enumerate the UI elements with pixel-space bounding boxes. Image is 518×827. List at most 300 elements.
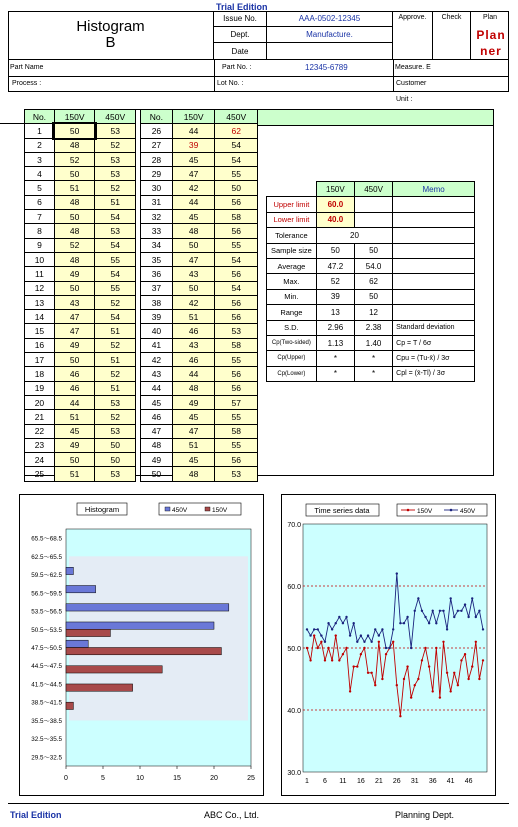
table-row — [141, 453, 258, 467]
x-tick-label: 6 — [323, 778, 327, 785]
table-row — [25, 338, 136, 352]
value-150v-cell[interactable]: 51 — [54, 181, 95, 195]
row-number-cell: 19 — [25, 381, 55, 395]
value-150v-cell[interactable]: 50 — [54, 453, 95, 467]
table-row — [25, 295, 136, 309]
row-number-cell: 33 — [141, 224, 173, 238]
row-number-cell: 40 — [141, 324, 173, 338]
series-point — [392, 641, 394, 643]
legend-marker — [407, 509, 410, 512]
table-row — [25, 424, 136, 438]
dept-value[interactable]: Manufacture. — [267, 27, 393, 43]
stats-row — [267, 243, 475, 258]
value-450v-cell[interactable]: 53 — [95, 152, 136, 166]
series-point — [432, 610, 434, 612]
y-tick-label: 47.5～50.5 — [31, 645, 62, 652]
stats-label: Max. — [267, 274, 317, 289]
value-450v-cell[interactable]: 57 — [215, 395, 258, 409]
stats-label: Upper limit — [267, 197, 317, 212]
series-point — [313, 628, 315, 630]
legend-swatch — [165, 507, 170, 511]
value-450v-cell[interactable]: 50 — [215, 181, 258, 195]
value-150v-cell[interactable]: 51 — [172, 310, 215, 324]
histogram-bar — [66, 604, 229, 611]
series-point — [338, 659, 340, 661]
series-point — [324, 659, 326, 661]
value-150v-cell[interactable]: 50 — [172, 238, 215, 252]
row-number-cell: 50 — [141, 467, 173, 481]
value-450v-cell[interactable]: 55 — [215, 410, 258, 424]
series-point — [421, 659, 423, 661]
value-150v-cell[interactable]: 42 — [172, 295, 215, 309]
value-150v-cell[interactable]: 44 — [172, 195, 215, 209]
y-tick-label: 38.5～41.5 — [31, 699, 62, 707]
y-tick-label: 32.5～35.5 — [31, 736, 62, 744]
x-tick-label: 25 — [247, 775, 255, 782]
stats-label: Lower limit — [267, 212, 317, 227]
stats-label: Cp(Two-sided) — [267, 335, 317, 350]
table-row — [141, 310, 258, 324]
row-number-cell: 34 — [141, 238, 173, 252]
series-point — [349, 690, 351, 692]
value-450v-cell[interactable]: 56 — [215, 267, 258, 281]
series-point — [475, 616, 477, 618]
stats-row — [267, 274, 475, 289]
legend-label: 150V — [212, 507, 228, 514]
series-point — [367, 634, 369, 636]
table-row — [141, 395, 258, 409]
value-150v-cell[interactable]: 39 — [172, 138, 215, 152]
series-point — [432, 690, 434, 692]
value-150v-cell[interactable]: 45 — [172, 210, 215, 224]
series-point — [374, 628, 376, 630]
value-150v-cell[interactable]: 48 — [54, 195, 95, 209]
info-vline-1 — [214, 60, 215, 92]
dept-label: Dept. — [214, 27, 267, 43]
value-450v-cell[interactable]: 56 — [215, 381, 258, 395]
table-row — [141, 281, 258, 295]
x-tick-label: 36 — [428, 778, 437, 785]
value-150v-cell[interactable]: 49 — [54, 267, 95, 281]
x-tick-label: 31 — [410, 778, 419, 785]
series-point — [453, 672, 455, 674]
stats-memo — [393, 228, 475, 243]
stats-value-150v: 60.0 — [316, 197, 354, 212]
value-450v-cell[interactable]: 52 — [95, 181, 136, 195]
value-150v-cell[interactable]: 46 — [172, 324, 215, 338]
col-450v-header-2: 450V — [215, 110, 258, 124]
series-point — [370, 641, 372, 643]
stats-row — [267, 258, 475, 273]
value-150v-cell[interactable]: 49 — [54, 338, 95, 352]
y-tick-label: 44.5～47.5 — [31, 663, 62, 671]
value-450v-cell[interactable]: 53 — [95, 467, 136, 481]
legend-label: 450V — [460, 508, 476, 515]
process-label: Process : — [12, 80, 42, 87]
value-450v-cell[interactable]: 55 — [215, 238, 258, 252]
stats-value-450v: 2.38 — [354, 320, 392, 335]
histogram-bar — [66, 702, 73, 709]
value-450v-cell[interactable]: 56 — [215, 367, 258, 381]
value-150v-cell[interactable]: 45 — [172, 410, 215, 424]
series-point — [335, 634, 337, 636]
row-number-cell: 41 — [141, 338, 173, 352]
value-150v-cell[interactable]: 43 — [172, 338, 215, 352]
stats-value-150v: 20 — [316, 228, 392, 243]
row-number-cell: 44 — [141, 381, 173, 395]
series-point — [352, 622, 354, 624]
stats-value-450v: * — [354, 366, 392, 381]
table-row — [141, 267, 258, 281]
approve-stamp-box — [393, 11, 433, 60]
value-450v-cell[interactable]: 53 — [215, 467, 258, 481]
series-point — [410, 696, 412, 698]
stats-value-150v: * — [316, 351, 354, 366]
series-point — [396, 572, 398, 574]
series-point — [482, 659, 484, 661]
value-150v-cell[interactable]: 51 — [172, 438, 215, 452]
stats-row — [267, 228, 475, 243]
value-150v-cell[interactable]: 42 — [172, 181, 215, 195]
row-number-cell: 20 — [25, 395, 55, 409]
series-point — [464, 603, 466, 605]
histogram-bar — [66, 684, 133, 691]
legend-swatch — [205, 507, 210, 511]
series-point — [460, 610, 462, 612]
footer-rule — [8, 803, 509, 804]
table-row — [141, 210, 258, 224]
value-150v-cell[interactable]: 48 — [172, 381, 215, 395]
value-150v-cell[interactable]: 47 — [172, 424, 215, 438]
value-150v-cell[interactable]: 45 — [172, 152, 215, 166]
row-number-cell: 5 — [25, 181, 55, 195]
footer-dept: Planning Dept. — [395, 810, 455, 820]
value-450v-cell[interactable]: 56 — [215, 195, 258, 209]
x-tick-label: 0 — [64, 775, 68, 782]
x-tick-label: 11 — [339, 778, 347, 785]
series-point — [360, 634, 362, 636]
series-point — [331, 659, 333, 661]
value-450v-cell[interactable]: 50 — [95, 453, 136, 467]
stats-value-450v: 62 — [354, 274, 392, 289]
value-450v-cell[interactable]: 54 — [215, 281, 258, 295]
value-450v-cell[interactable]: 55 — [215, 353, 258, 367]
value-450v-cell[interactable]: 51 — [95, 381, 136, 395]
value-150v-cell[interactable]: 44 — [172, 367, 215, 381]
series-point — [313, 634, 315, 636]
row-number-cell: 11 — [25, 267, 55, 281]
series-point — [439, 610, 441, 612]
y-tick-label: 41.5～44.5 — [31, 681, 62, 689]
series-point — [356, 641, 358, 643]
series-point — [460, 659, 462, 661]
series-point — [309, 659, 311, 661]
series-point — [471, 665, 473, 667]
value-450v-cell[interactable]: 54 — [95, 310, 136, 324]
value-450v-cell[interactable]: 54 — [95, 210, 136, 224]
value-450v-cell[interactable]: 54 — [215, 138, 258, 152]
value-450v-cell[interactable]: 55 — [95, 281, 136, 295]
value-150v-cell[interactable]: 52 — [54, 152, 95, 166]
series-point — [349, 634, 351, 636]
part-no-value[interactable]: 12345-6789 — [305, 63, 348, 72]
stats-col-450v: 450V — [354, 182, 392, 197]
value-450v-cell[interactable]: 50 — [95, 438, 136, 452]
value-450v-cell[interactable]: 52 — [95, 410, 136, 424]
stats-memo — [393, 243, 475, 258]
stats-value-450v: * — [354, 351, 392, 366]
y-tick-label: 35.5～38.5 — [31, 717, 62, 725]
table-row — [141, 152, 258, 166]
stats-memo: Standard deviation — [393, 320, 475, 335]
row-number-cell: 12 — [25, 281, 55, 295]
value-150v-cell[interactable]: 48 — [54, 252, 95, 266]
row-number-cell: 45 — [141, 395, 173, 409]
value-150v-cell[interactable]: 49 — [54, 438, 95, 452]
stats-value-450v: 12 — [354, 305, 392, 320]
row-number-cell: 23 — [25, 438, 55, 452]
value-450v-cell[interactable]: 54 — [95, 267, 136, 281]
stats-row — [267, 197, 475, 212]
value-150v-cell[interactable]: 46 — [54, 367, 95, 381]
series-point — [388, 647, 390, 649]
series-point — [478, 610, 480, 612]
x-tick-label: 16 — [356, 778, 365, 785]
histogram-bar — [66, 648, 221, 655]
value-450v-cell[interactable]: 52 — [95, 138, 136, 152]
row-number-cell: 43 — [141, 367, 173, 381]
histogram-bar — [66, 640, 88, 647]
customer-label: Customer — [396, 80, 427, 87]
trial-edition-bottom: Trial Edition — [10, 810, 62, 820]
stats-value-150v: 50 — [316, 243, 354, 258]
value-150v-cell[interactable]: 44 — [54, 395, 95, 409]
table-row — [25, 252, 136, 266]
stats-value-450v: 50 — [354, 289, 392, 304]
row-number-cell: 32 — [141, 210, 173, 224]
series-point — [439, 696, 441, 698]
row-number-cell: 4 — [25, 167, 55, 181]
series-point — [421, 610, 423, 612]
table-row — [25, 167, 136, 181]
x-tick-label: 10 — [136, 775, 144, 782]
row-number-cell: 39 — [141, 310, 173, 324]
value-150v-cell[interactable]: 47 — [54, 310, 95, 324]
value-150v-cell[interactable]: 43 — [172, 267, 215, 281]
stats-label: Cp(Lower) — [267, 366, 317, 381]
series-point — [399, 715, 401, 717]
value-450v-cell[interactable]: 53 — [95, 224, 136, 238]
table-row — [141, 252, 258, 266]
series-point — [367, 672, 369, 674]
row-number-cell: 13 — [25, 295, 55, 309]
histogram-bar — [66, 586, 96, 593]
value-150v-cell[interactable]: 46 — [54, 381, 95, 395]
stats-row — [267, 212, 475, 227]
stats-col-memo: Memo — [393, 182, 475, 197]
value-450v-cell[interactable]: 51 — [95, 195, 136, 209]
series-point — [342, 622, 344, 624]
series-point — [417, 678, 419, 680]
table-row — [25, 353, 136, 367]
value-450v-cell[interactable]: 52 — [95, 367, 136, 381]
value-150v-cell[interactable]: 50 — [54, 124, 95, 138]
row-number-cell: 8 — [25, 224, 55, 238]
value-450v-cell[interactable]: 56 — [215, 295, 258, 309]
series-point — [306, 647, 308, 649]
value-150v-cell[interactable]: 45 — [172, 453, 215, 467]
table-row — [141, 138, 258, 152]
row-number-cell: 29 — [141, 167, 173, 181]
value-450v-cell[interactable]: 56 — [215, 224, 258, 238]
table-row — [141, 381, 258, 395]
timeseries-title: Time series data — [314, 506, 370, 515]
row-number-cell: 26 — [141, 124, 173, 138]
lot-no-label: Lot No. : — [217, 80, 244, 87]
series-point — [406, 616, 408, 618]
row-number-cell: 6 — [25, 195, 55, 209]
y-tick-label: 70.0 — [287, 522, 301, 529]
row-number-cell: 47 — [141, 424, 173, 438]
table-row — [141, 324, 258, 338]
value-450v-cell[interactable]: 62 — [215, 124, 258, 138]
value-150v-cell[interactable]: 45 — [54, 424, 95, 438]
value-150v-cell[interactable]: 48 — [54, 138, 95, 152]
issue-no-value[interactable]: AAA-0502-12345 — [267, 11, 393, 27]
value-450v-cell[interactable]: 55 — [215, 167, 258, 181]
value-450v-cell[interactable]: 53 — [95, 424, 136, 438]
row-number-cell: 27 — [141, 138, 173, 152]
value-150v-cell[interactable]: 50 — [54, 281, 95, 295]
date-value[interactable] — [267, 43, 393, 60]
series-point — [370, 672, 372, 674]
row-number-cell: 7 — [25, 210, 55, 224]
x-tick-label: 46 — [464, 778, 473, 785]
value-450v-cell[interactable]: 56 — [215, 453, 258, 467]
stats-memo: Cpl = (x̄-Tl) / 3σ — [393, 366, 475, 381]
series-point — [385, 653, 387, 655]
x-tick-label: 15 — [173, 775, 181, 782]
series-point — [374, 684, 376, 686]
value-450v-cell[interactable]: 53 — [95, 124, 136, 138]
value-150v-cell[interactable]: 47 — [54, 324, 95, 338]
stats-value-150v: 47.2 — [316, 258, 354, 273]
stats-table — [266, 181, 475, 382]
stats-memo: Cpu = (Tu-x̄) / 3σ — [393, 351, 475, 366]
value-150v-cell[interactable]: 48 — [172, 467, 215, 481]
table-row — [141, 367, 258, 381]
stats-memo: Cp = T / 6σ — [393, 335, 475, 350]
value-450v-cell[interactable]: 53 — [95, 167, 136, 181]
series-point — [399, 622, 401, 624]
stats-label: Cp(Upper) — [267, 351, 317, 366]
value-450v-cell[interactable]: 54 — [95, 238, 136, 252]
col-150v-header: 150V — [54, 110, 95, 124]
value-150v-cell[interactable]: 47 — [172, 167, 215, 181]
x-tick-label: 20 — [210, 775, 218, 782]
value-150v-cell[interactable]: 51 — [54, 467, 95, 481]
value-450v-cell[interactable]: 53 — [95, 395, 136, 409]
histogram-bar — [66, 629, 110, 636]
row-number-cell: 1 — [25, 124, 55, 138]
stats-row — [267, 351, 475, 366]
table-row — [25, 124, 136, 138]
row-number-cell: 3 — [25, 152, 55, 166]
value-450v-cell[interactable]: 51 — [95, 353, 136, 367]
value-450v-cell[interactable]: 55 — [215, 438, 258, 452]
legend-label: 450V — [172, 507, 188, 514]
row-number-cell: 28 — [141, 152, 173, 166]
series-point — [363, 641, 365, 643]
value-450v-cell[interactable]: 56 — [215, 310, 258, 324]
value-450v-cell[interactable]: 58 — [215, 338, 258, 352]
value-150v-cell[interactable]: 47 — [172, 252, 215, 266]
value-450v-cell[interactable]: 52 — [95, 295, 136, 309]
table-row — [25, 267, 136, 281]
value-450v-cell[interactable]: 54 — [215, 252, 258, 266]
value-150v-cell[interactable]: 44 — [172, 124, 215, 138]
row-number-cell: 49 — [141, 453, 173, 467]
row-number-cell: 15 — [25, 324, 55, 338]
title-box — [8, 11, 214, 60]
table-row — [25, 152, 136, 166]
row-number-cell: 35 — [141, 252, 173, 266]
legend-label: 150V — [417, 508, 433, 515]
table-row — [25, 195, 136, 209]
series-point — [464, 653, 466, 655]
series-point — [320, 641, 322, 643]
value-150v-cell[interactable]: 49 — [172, 395, 215, 409]
table-row — [25, 467, 136, 481]
series-point — [475, 641, 477, 643]
value-450v-cell[interactable]: 53 — [215, 324, 258, 338]
series-point — [442, 641, 444, 643]
row-number-cell: 25 — [25, 467, 55, 481]
value-150v-cell[interactable]: 50 — [54, 167, 95, 181]
value-150v-cell[interactable]: 46 — [172, 353, 215, 367]
value-150v-cell[interactable]: 50 — [54, 353, 95, 367]
info-vline-2 — [393, 60, 394, 92]
value-150v-cell[interactable]: 51 — [54, 410, 95, 424]
measure-label: Measure. E — [395, 64, 431, 71]
footer-company: ABC Co., Ltd. — [204, 810, 260, 820]
stats-memo — [393, 305, 475, 320]
value-150v-cell[interactable]: 50 — [54, 210, 95, 224]
series-point — [378, 641, 380, 643]
stats-value-150v: 2.96 — [316, 320, 354, 335]
stats-memo — [393, 289, 475, 304]
value-150v-cell[interactable]: 48 — [172, 224, 215, 238]
table-row — [25, 310, 136, 324]
x-tick-label: 5 — [101, 775, 105, 782]
value-150v-cell[interactable]: 52 — [54, 238, 95, 252]
value-450v-cell[interactable]: 58 — [215, 210, 258, 224]
series-point — [360, 653, 362, 655]
stats-label: Min. — [267, 289, 317, 304]
series-point — [417, 597, 419, 599]
value-450v-cell[interactable]: 58 — [215, 424, 258, 438]
value-450v-cell[interactable]: 51 — [95, 324, 136, 338]
value-150v-cell[interactable]: 50 — [172, 281, 215, 295]
table-row — [141, 295, 258, 309]
value-150v-cell[interactable]: 43 — [54, 295, 95, 309]
value-450v-cell[interactable]: 52 — [95, 338, 136, 352]
value-450v-cell[interactable]: 55 — [95, 252, 136, 266]
value-150v-cell[interactable]: 48 — [54, 224, 95, 238]
y-tick-label: 60.0 — [287, 584, 301, 591]
value-450v-cell[interactable]: 54 — [215, 152, 258, 166]
row-number-cell: 21 — [25, 410, 55, 424]
